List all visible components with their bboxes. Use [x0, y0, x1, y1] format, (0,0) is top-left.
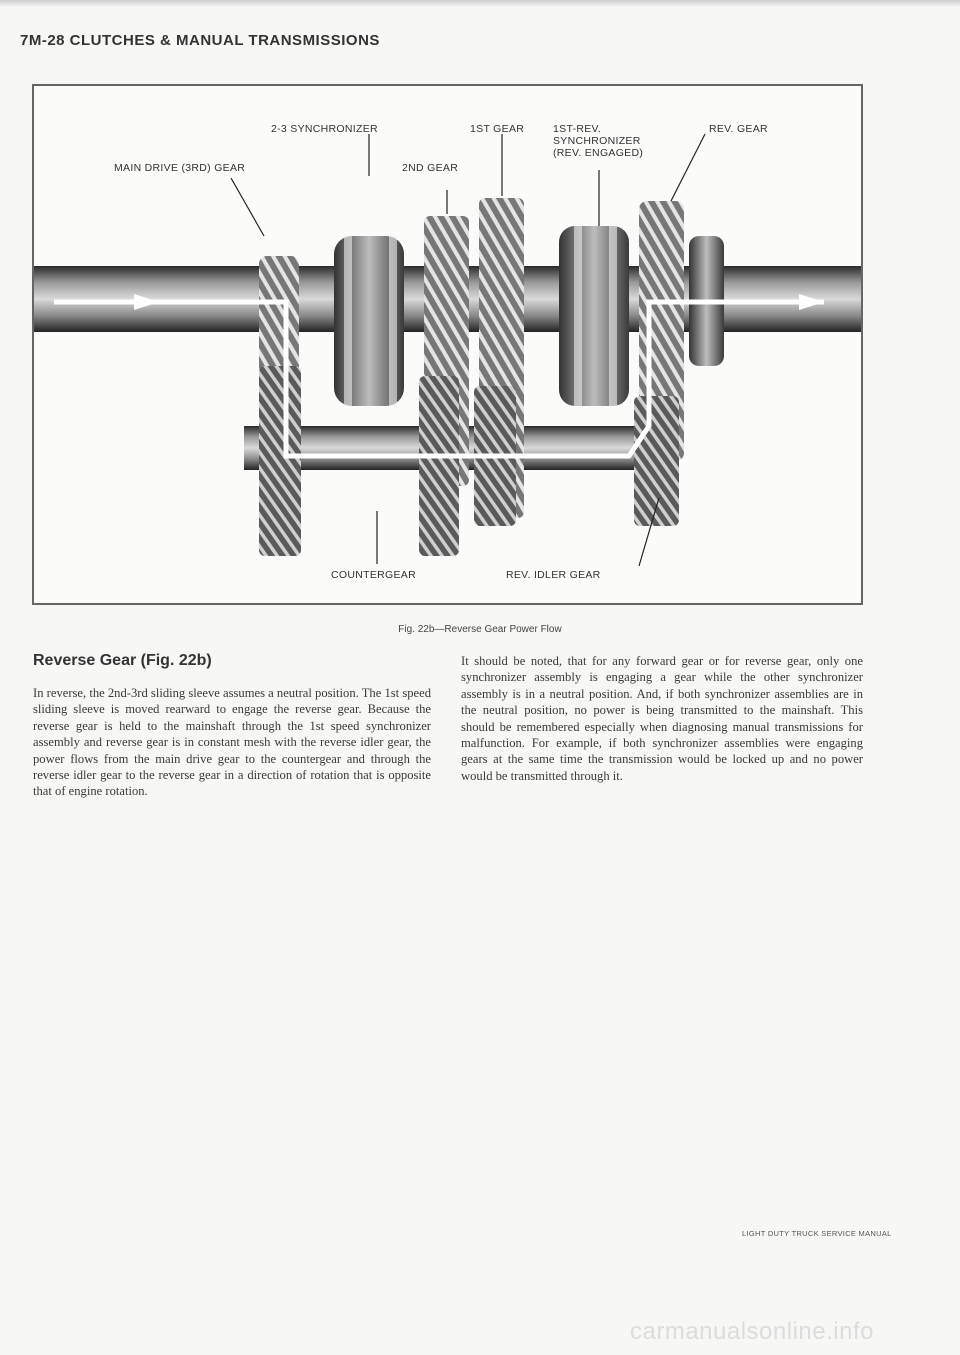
label-1st-gear: 1ST GEAR [470, 123, 525, 135]
label-rev-gear: REV. GEAR [709, 123, 768, 135]
watermark: carmanualsonline.info [630, 1318, 874, 1345]
transmission-figure [32, 84, 863, 605]
section-heading: Reverse Gear (Fig. 22b) [33, 652, 212, 669]
label-main-drive-gear: MAIN DRIVE (3RD) GEAR [114, 162, 246, 174]
top-rule [0, 0, 960, 6]
left-paragraph: In reverse, the 2nd-3rd sliding sleeve assumes a neutral position. The 1st speed sliding sleeve is moved rearward to engage the reverse gear. Because the reverse gear is held to the mainshaft through the 1st speed synchronizer assembly and reverse gear is in constant mesh with the reverse idler gear, the power flows from the main drive gear to the countergear and through the reverse idler gear to the reverse gear in a direction of rotation that is opposite that of engine rotation. [33, 686, 431, 799]
page-footer: LIGHT DUTY TRUCK SERVICE MANUAL [742, 1229, 892, 1238]
label-2nd-gear: 2ND GEAR [402, 162, 459, 174]
label-2-3-synchronizer: 2-3 SYNCHRONIZER [271, 123, 378, 135]
label-rev-idler-gear: REV. IDLER GEAR [506, 569, 601, 581]
right-paragraph: It should be noted, that for any forward gear or for reverse gear, only one synchronizer assembly is engaging a gear while the other synchronizer assembly is in a neutral position. And, if both synchronizer assemblies are in the neutral position, no power is being transmitted to the mainshaft. This should be remembered especially when diagnosing manual transmissions for malfunction. For example, if both synchronizer assemblies were engaging gears at the same time the transmission would be locked up and no power would be transmitted through it. [461, 654, 863, 783]
label-1st-rev-synchronizer: 1ST-REV. SYNCHRONIZER (REV. ENGAGED) [553, 123, 644, 159]
page-header: 7M-28 CLUTCHES & MANUAL TRANSMISSIONS [20, 32, 380, 49]
figure-caption: Fig. 22b—Reverse Gear Power Flow [398, 624, 562, 635]
label-countergear: COUNTERGEAR [331, 569, 416, 581]
